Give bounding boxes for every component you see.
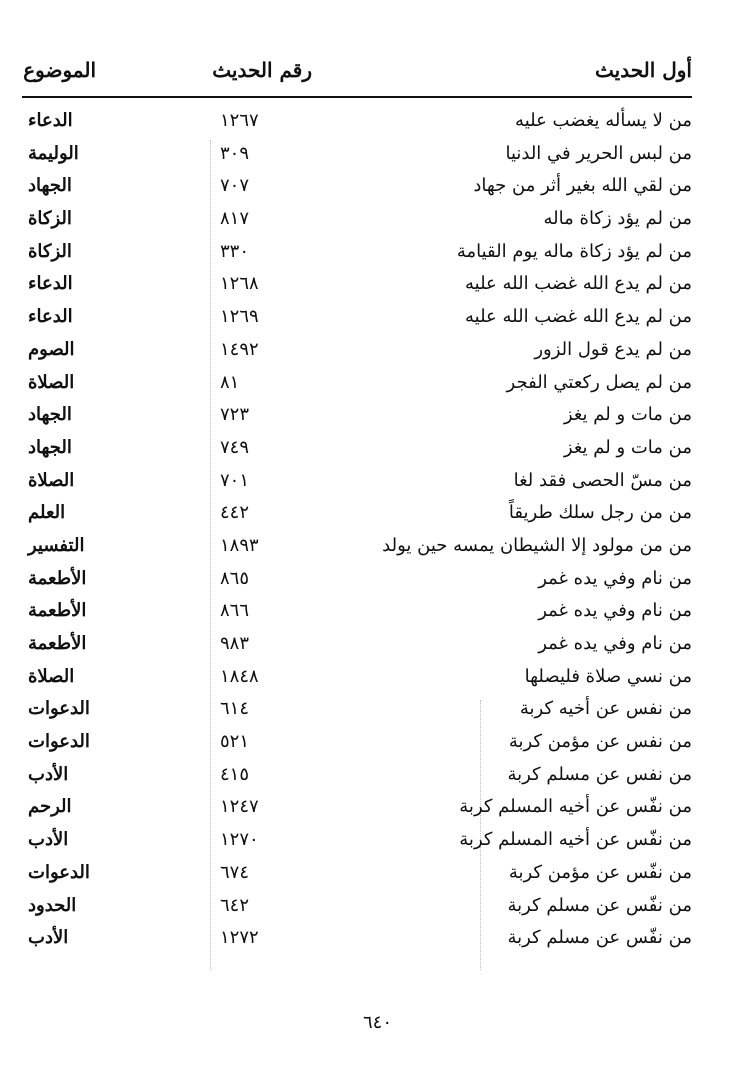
- hadith-number: ١٢٧٠: [220, 829, 259, 851]
- hadith-number: ٣٣٠: [220, 240, 250, 262]
- topic-label: الدعوات: [28, 698, 90, 720]
- hadith-number: ١٢٧٢: [220, 927, 259, 949]
- topic-label: التفسير: [28, 534, 85, 556]
- hadith-number: ٧٤٩: [220, 436, 250, 458]
- hadith-number: ١٢٦٧: [220, 110, 259, 131]
- hadith-start-text: من لبس الحرير في الدنيا: [505, 142, 692, 164]
- topic-label: الدعاء: [28, 273, 73, 295]
- hadith-start-text: من نام وفي يده غمر: [538, 633, 692, 654]
- table-row: [22, 596, 692, 629]
- topic-label: الأطعمة: [28, 633, 87, 654]
- hadith-number: ٧٠٧: [220, 175, 250, 197]
- table-row: [22, 139, 692, 172]
- hadith-number: ١٢٦٨: [220, 273, 259, 295]
- hadith-start-text: من نفّس عن أخيه المسلم كربة: [459, 796, 692, 818]
- hadith-start-text: من نفس عن مؤمن كربة: [508, 731, 692, 753]
- column-header-topic: الموضوع: [23, 58, 96, 82]
- table-row: [22, 466, 692, 499]
- table-row: [22, 171, 692, 204]
- hadith-start-text: من نفس عن أخيه كربة: [519, 698, 692, 720]
- table-row: [22, 302, 692, 335]
- topic-label: الأدب: [28, 763, 69, 785]
- index-table-body: [22, 106, 692, 956]
- hadith-number: ٤١٥: [220, 763, 250, 785]
- hadith-start-text: من لم يدع الله غضب الله عليه: [464, 306, 692, 328]
- topic-label: الرحم: [28, 796, 72, 818]
- hadith-number: ١٨٩٣: [220, 534, 259, 556]
- hadith-start-text: من من مولود إلا الشيطان يمسه حين يولد: [382, 534, 692, 556]
- table-row: [22, 825, 692, 858]
- hadith-start-text: من مسّ الحصى فقد لغا: [513, 469, 692, 491]
- hadith-number: ١٨٤٨: [220, 665, 259, 687]
- hadith-number: ٨١٧: [220, 208, 250, 230]
- table-row: [22, 531, 692, 564]
- topic-label: الدعاء: [28, 110, 73, 131]
- hadith-start-text: من نفّس عن أخيه المسلم كربة: [459, 829, 692, 851]
- table-row: [22, 400, 692, 433]
- hadith-start-text: من مات و لم يغز: [563, 436, 692, 458]
- topic-label: الأطعمة: [28, 567, 87, 589]
- hadith-start-text: من لم يؤد زكاة ماله يوم القيامة: [456, 240, 692, 262]
- table-row: [22, 727, 692, 760]
- hadith-number: ٥٢١: [220, 731, 250, 753]
- topic-label: الجهاد: [28, 404, 72, 426]
- table-row: [22, 662, 692, 695]
- hadith-number: ٣٠٩: [220, 142, 250, 164]
- topic-label: الجهاد: [28, 436, 72, 458]
- topic-label: الصلاة: [28, 469, 75, 491]
- hadith-number: ٩٨٣: [220, 633, 250, 654]
- topic-label: الدعوات: [28, 861, 90, 883]
- hadith-start-text: من لا يسأله يغضب عليه: [515, 110, 692, 131]
- table-row: [22, 204, 692, 237]
- hadith-start-text: من لقي الله بغير أثر من جهاد: [473, 175, 692, 197]
- topic-label: الدعاء: [28, 306, 73, 328]
- column-header-hadith-number: رقم الحديث: [212, 58, 312, 82]
- hadith-number: ١٢٦٩: [220, 306, 259, 328]
- table-row: [22, 891, 692, 924]
- table-row: [22, 335, 692, 368]
- hadith-start-text: من نفّس عن مؤمن كربة: [508, 861, 692, 883]
- hadith-number: ٨٦٥: [220, 567, 250, 589]
- topic-label: الدعوات: [28, 731, 90, 753]
- table-row: [22, 368, 692, 401]
- topic-label: الجهاد: [28, 175, 72, 197]
- table-row: [22, 106, 692, 139]
- hadith-start-text: من مات و لم يغز: [563, 404, 692, 426]
- topic-label: العلم: [28, 502, 66, 524]
- hadith-start-text: من نفس عن مسلم كربة: [507, 763, 692, 785]
- hadith-number: ٤٤٢: [220, 502, 250, 524]
- table-row: [22, 269, 692, 302]
- table-row: [22, 923, 692, 956]
- hadith-start-text: من من رجل سلك طريقاً: [508, 502, 692, 524]
- topic-label: الأطعمة: [28, 600, 87, 622]
- column-header-hadith-start: أول الحديث: [595, 58, 692, 82]
- hadith-start-text: من لم يدع الله غضب الله عليه: [464, 273, 692, 295]
- table-row: [22, 694, 692, 727]
- table-row: [22, 760, 692, 793]
- topic-label: الزكاة: [28, 208, 72, 230]
- topic-label: الصلاة: [28, 371, 75, 393]
- topic-label: الوليمة: [28, 142, 79, 164]
- topic-label: الزكاة: [28, 240, 72, 262]
- table-row: [22, 792, 692, 825]
- hadith-start-text: من نفّس عن مسلم كربة: [507, 894, 692, 916]
- hadith-start-text: من لم يؤد زكاة ماله: [543, 208, 692, 230]
- table-row: [22, 858, 692, 891]
- header-rule: [22, 96, 692, 98]
- hadith-number: ٦٤٢: [220, 894, 250, 916]
- topic-label: الصوم: [28, 338, 75, 360]
- hadith-start-text: من نام وفي يده غمر: [538, 567, 692, 589]
- hadith-start-text: من لم يدع قول الزور: [534, 338, 692, 360]
- hadith-number: ٨١: [220, 371, 240, 393]
- topic-label: الأدب: [28, 927, 69, 949]
- hadith-number: ١٢٤٧: [220, 796, 259, 818]
- hadith-number: ١٤٩٢: [220, 338, 259, 360]
- hadith-number: ٦٧٤: [220, 861, 250, 883]
- hadith-start-text: من نفّس عن مسلم كربة: [507, 927, 692, 949]
- page-number: ٦٤٠: [362, 1012, 392, 1033]
- table-header: [22, 58, 692, 92]
- topic-label: الأدب: [28, 829, 69, 851]
- topic-label: الحدود: [28, 894, 77, 916]
- hadith-start-text: من نام وفي يده غمر: [538, 600, 692, 622]
- table-row: [22, 237, 692, 270]
- hadith-number: ٧٠١: [220, 469, 250, 491]
- table-row: [22, 629, 692, 662]
- hadith-number: ٧٢٣: [220, 404, 250, 426]
- hadith-number: ٦١٤: [220, 698, 250, 720]
- hadith-start-text: من نسي صلاة فليصلها: [524, 665, 692, 687]
- table-row: [22, 498, 692, 531]
- hadith-start-text: من لم يصل ركعتي الفجر: [506, 371, 692, 393]
- topic-label: الصلاة: [28, 665, 75, 687]
- table-row: [22, 564, 692, 597]
- hadith-number: ٨٦٦: [220, 600, 250, 622]
- table-row: [22, 433, 692, 466]
